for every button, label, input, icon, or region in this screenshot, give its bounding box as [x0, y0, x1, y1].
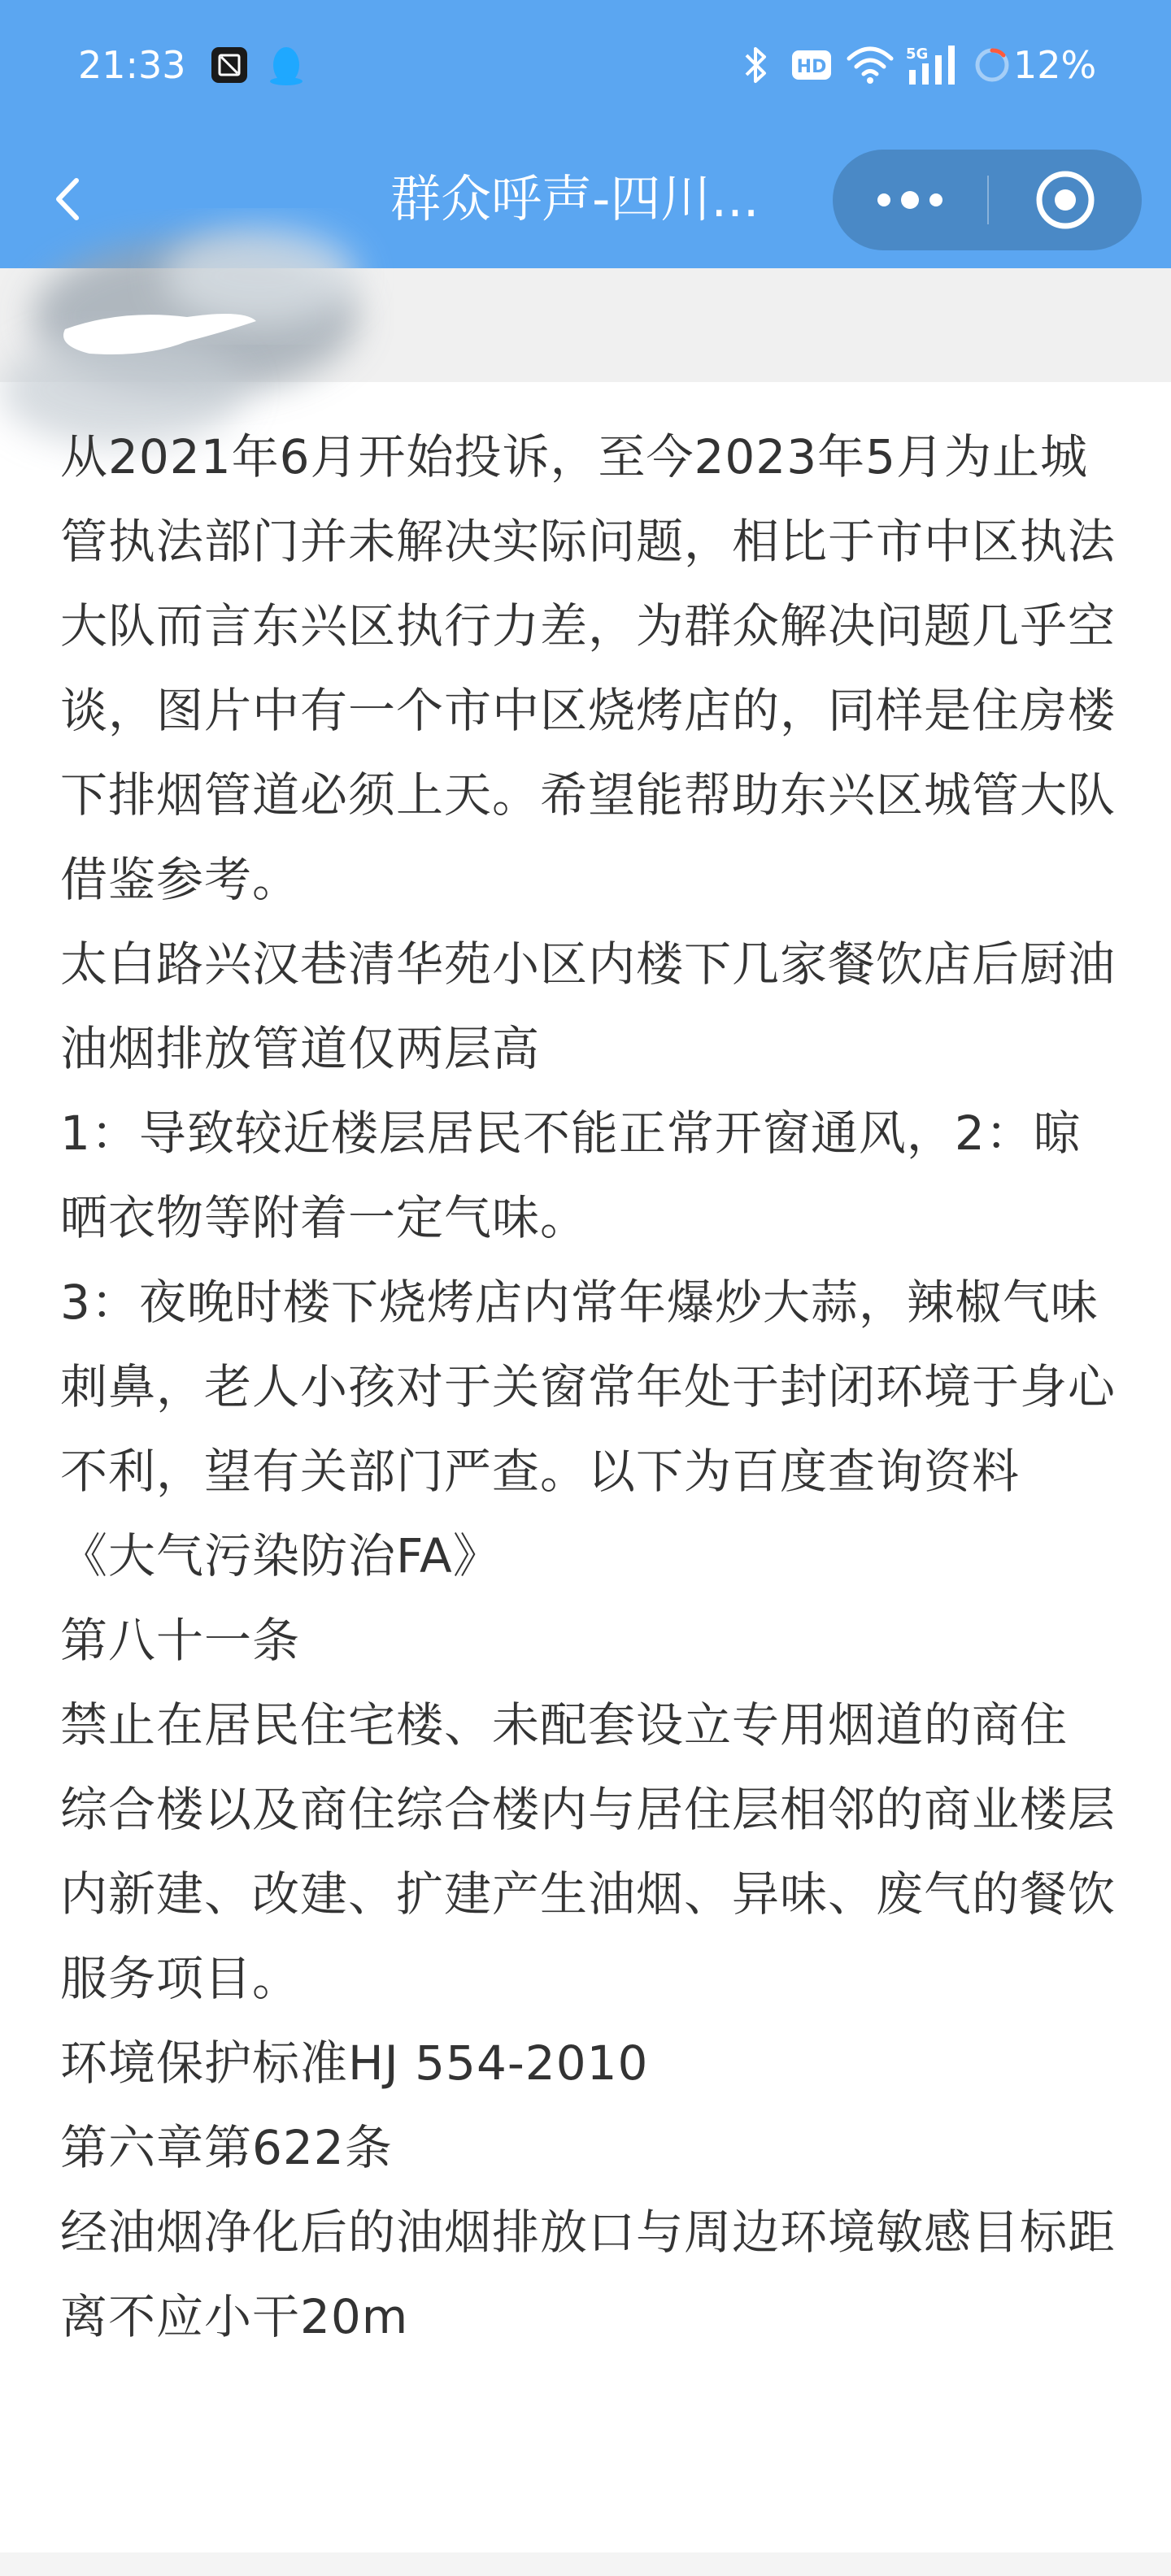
content-paragraph: 《大气污染防治FA》: [60, 1528, 501, 1583]
svg-text:HD: HD: [796, 57, 827, 77]
content-paragraph: 综合楼以及商住综合楼内与居住层相邻的商业楼层内新建、改建、扩建产生油烟、异味、废气的餐饮服务项目。: [60, 1782, 1117, 2006]
status-bar: [0, 0, 1171, 130]
battery-percent: 12%: [1013, 43, 1097, 87]
close-mini-program-button[interactable]: [989, 150, 1142, 250]
notification-square-icon: [210, 46, 249, 88]
post-content: [60, 415, 1117, 2359]
qq-penguin-icon: [268, 44, 304, 89]
content-paragraph: 环境保护标准HJ 554-2010: [60, 2035, 649, 2091]
more-dots-icon: [833, 150, 987, 250]
svg-text:5G: 5G: [906, 46, 929, 63]
status-time: 21:33: [78, 43, 186, 87]
content-paragraph: 从2021年6月开始投诉，至今2023年5月为止城管执法部门并未解决实际问题，相比于市中区执法大队而言东兴区执行力差，为群众解决问题几乎空谈，图片中有一个市中区烧烤店的，同样是住房楼下排烟管道必须上天。希望能帮助东兴区城管大队借鉴参考。: [60, 429, 1117, 907]
mini-program-capsule: [833, 150, 1142, 250]
content-paragraph: 第八十一条: [60, 1613, 301, 1668]
content-paragraph: 经油烟净化后的油烟排放口与周边环境敏感目标距离不应小干20m: [60, 2205, 1117, 2344]
more-button[interactable]: [833, 150, 987, 250]
signal-5g-icon: [906, 42, 963, 89]
bottom-edge: [0, 2552, 1171, 2576]
bluetooth-icon: [742, 44, 769, 89]
content-paragraph: 禁止在居民住宅楼、未配套设立专用烟道的商住: [60, 1697, 1069, 1753]
wifi-icon: [846, 44, 895, 88]
content-paragraph: 太白路兴汉巷清华苑小区内楼下几家餐饮店后厨油油烟排放管道仅两层高: [60, 936, 1117, 1076]
page-title: 群众呼声-四川...: [390, 169, 760, 228]
hd-icon: [790, 49, 833, 85]
content-paragraph: 1：导致较近楼层居民不能正常开窗通风，2：晾晒衣物等附着一定气味。: [60, 1106, 1082, 1245]
target-circle-icon: [989, 150, 1142, 250]
content-paragraph: 第六章第622条: [60, 2120, 393, 2175]
content-paragraph: 3：夜晚时楼下烧烤店内常年爆炒大蒜，辣椒气味刺鼻，老人小孩对于关窗常年处于封闭环境于身心不利，望有关部门严查。以下为百度查询资料: [60, 1275, 1117, 1499]
battery-ring-icon: [973, 46, 1012, 88]
